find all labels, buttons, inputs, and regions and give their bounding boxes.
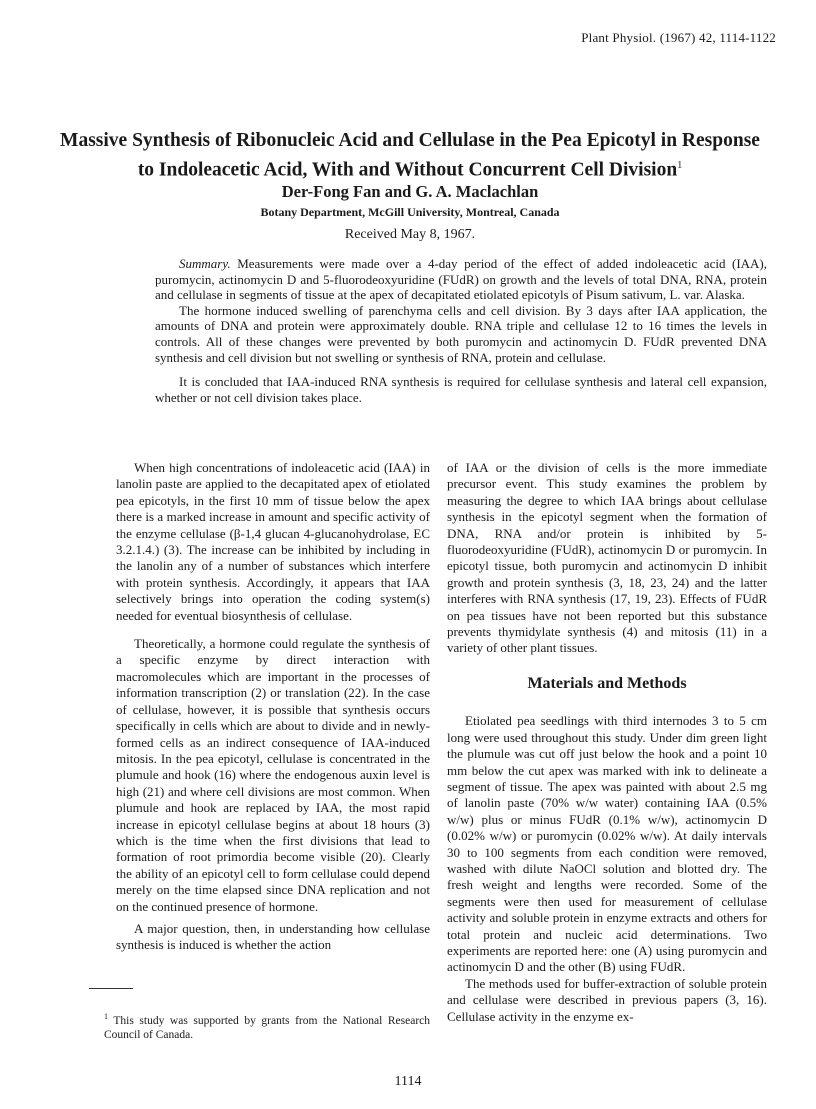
- right-column: [447, 460, 767, 1025]
- body-paragraph: Etiolated pea seedlings with third internodes 3 to 5 cm long were used throughout this study. Under dim green light the plumule was cut off just below the hook and a point 10 mm below the cut apex was marked with ink to delineate a segment of tissue. The apex was painted with about 2.5 mg of lanolin paste (70% w/w water) containing IAA (0.5% w/w) plus or minus FUdR (0.1% w/w), actinomycin D (0.02% w/w) or puromycin (0.02% w/w). At daily intervals 30 to 100 segments from each condition were removed, washed with dilute NaOCl solution and blotted dry. The fresh weight and lengths were recorded. Some of the segments were then used for measurement of cellulase activity and soluble protein in enzyme extracts and others for total protein and nucleic acid determinations. Two experiments are reported here: one (A) using puromycin and actinomycin D and the other (B) using FUdR.: [447, 713, 767, 975]
- article-title: [60, 128, 760, 183]
- left-column: [116, 460, 430, 954]
- summary-paragraph-2: The hormone induced swelling of parenchyma cells and cell division. By 3 days after IAA application, the amounts of DNA and protein were approximately double. RNA triple and cellulase 12 to 16 times the levels in controls. All of these changes were prevented by both puromycin and actinomycin D. FUdR prevented DNA synthesis and cell division but not swelling or synthesis of RNA, protein and cellulase.: [155, 302, 767, 365]
- section-heading: Materials and Methods: [527, 674, 687, 692]
- journal-citation: Plant Physiol. (1967) 42, 1114-1122: [581, 30, 776, 45]
- authors: Der-Fong Fan and G. A. Maclachlan: [281, 182, 539, 201]
- summary-paragraph-1: [155, 256, 767, 303]
- body-paragraph: of IAA or the division of cells is the more immediate precursor event. This study examines the problem by measuring the degree to which IAA brings about cellulase synthesis in the epicotyl segment when the formation of DNA, RNA and/or protein is inhibited by 5-fluorodeoxyuridine (FUdR), actinomycin D or puromycin. In epicotyl tissue, both puromycin and actinomycin D inhibit growth and protein synthesis (3, 18, 23, 24) and the latter interferes with RNA synthesis (17, 19, 23). Effects of FUdR on pea tissues have not been reported but this substance prevents thymidylate synthesis (4) and mitosis (11) in a variety of other plant tissues.: [447, 460, 767, 656]
- received-date: Received May 8, 1967.: [344, 227, 476, 242]
- title-footnote-mark: 1: [677, 160, 683, 171]
- footnote: [104, 1010, 430, 1042]
- footnote-text: This study was supported by grants from the National Research Council of Canada.: [104, 1014, 431, 1041]
- page-number: 1114: [394, 1074, 422, 1089]
- summary: [155, 256, 767, 405]
- title-text: Massive Synthesis of Ribonucleic Acid and Cellulase in the Pea Epicotyl in Response to Indoleacetic Acid, With and Without Concurrent Cell Division: [60, 130, 760, 181]
- summary-paragraph-3: It is concluded that IAA-induced RNA synthesis is required for cellulase synthesis and lateral cell expansion, whether or not cell division takes place.: [155, 374, 767, 405]
- body-paragraph: Theoretically, a hormone could regulate the synthesis of a specific enzyme by direct interaction with macromolecules which are important in the processes of information transcription (2) or translation (22). In the case of cellulase, however, it is possible that synthesis occurs specifically in cells which are about to divide and in newly-formed cells as an indirect consequence of IAA-induced mitosis. In the pea epicotyl, cellulase is concentrated in the plumule and hook (16) where the endogenous auxin level is high (21) and where cell divisions are most common. When plumule and hook are replaced by IAA, the most rapid increase in epicotyl cellulase begins at about 18 hours (3) which is the time when the first divisions that lead to formation of root primordia become visible (20). Clearly the ability of an epicotyl cell to form cellulase could depend merely on the time elapsed since DNA replication and not on the continued presence of hormone.: [116, 636, 430, 914]
- footnote-mark: 1: [104, 1012, 108, 1021]
- affiliation: Botany Department, McGill University, Montreal, Canada: [260, 205, 560, 219]
- summary-lead: Summary.: [179, 256, 231, 271]
- summary-text-1: Measurements were made over a 4-day period of the effect of added indoleacetic acid (IAA), puromycin, actinomycin D and 5-fluorodeoxyuridine (FUdR) on growth and the levels of total DNA, RNA, protein and cellulase in segments of tissue at the apex of decapitated etiolated epicotyls of Pisum sativum, L. var. Alaska.: [155, 256, 767, 303]
- body-paragraph: When high concentrations of indoleacetic acid (IAA) in lanolin paste are applied to the decapitated apex of etiolated pea epicotyls, in the first 10 mm of tissue below the apex there is a marked increase in amount and specific activity of the enzyme cellulase (β-1,4 glucan 4-glucanohydrolase, EC 3.2.1.4.) (3). The increase can be inhibited by including in the lanolin any of a number of substances which interfere with protein synthesis. Accordingly, it appears that IAA selectively brings into operation the coding system(s) needed for eventual biosynthesis of cellulase.: [116, 460, 430, 623]
- footnote-rule: [89, 988, 133, 989]
- body-paragraph: A major question, then, in understanding how cellulase synthesis is induced is whether the action: [116, 920, 430, 953]
- body-paragraph: The methods used for buffer-extraction of soluble protein and cellulase were described in previous papers (3, 16). Cellulase activity in the enzyme ex-: [447, 975, 767, 1024]
